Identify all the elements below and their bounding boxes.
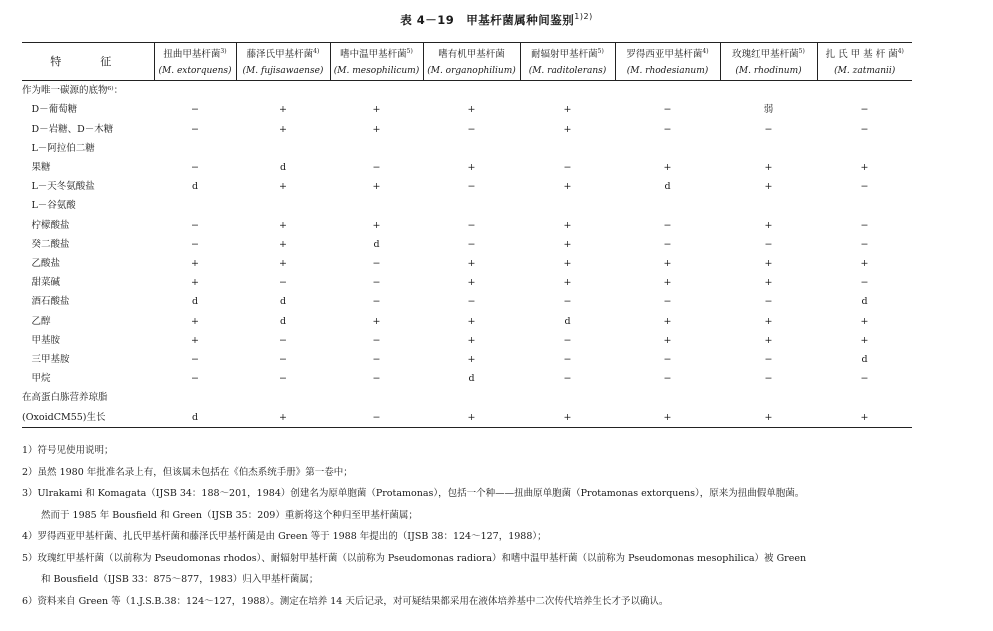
result-cell: d (191, 296, 199, 308)
table-row (22, 312, 912, 331)
result-cell: + (764, 161, 773, 173)
result-cell: + (191, 257, 199, 269)
table-row (22, 388, 912, 407)
feature-cell: 作为唯一碳源的底物⁶⁾： (22, 85, 124, 97)
result-cell: + (279, 219, 287, 231)
result-cell (817, 81, 912, 101)
result-cell: + (764, 334, 773, 346)
result-cell (423, 81, 520, 101)
result-cell (330, 81, 423, 101)
species-header-1: 扭曲甲基杆菌$^{3)}$ (M. extorquens) (154, 43, 236, 81)
result-cell: − (563, 354, 572, 365)
result-cell: − (764, 238, 773, 250)
result-cell: d (154, 408, 236, 428)
result-cell: − (860, 104, 869, 116)
result-cell: + (720, 408, 817, 428)
table-row (22, 369, 912, 388)
result-cell: + (860, 161, 869, 173)
footnote-6: 6）资料来自 Green 等（1.J.S.B.38：124～127，1988）。测定在培养 14 天后记录，对可疑结果都采用在液体培养基中二次传代培养生长才予以确认。 (22, 595, 669, 607)
table-row (22, 120, 912, 139)
result-cell (720, 388, 817, 407)
table-row (22, 177, 912, 196)
result-cell: − (279, 277, 287, 289)
table-row (22, 100, 912, 119)
feature-cell: L－天冬氨酸盐 (22, 181, 95, 193)
result-cell: − (860, 219, 869, 231)
result-cell: − (279, 334, 287, 346)
table-row (22, 408, 912, 428)
result-cell: + (563, 123, 572, 135)
feature-cell: 柠檬酸盐 (22, 219, 70, 231)
result-cell: d (468, 373, 475, 385)
result-cell: − (860, 123, 869, 135)
result-cell: + (563, 257, 572, 269)
feature-cell: 乙酸盐 (22, 257, 61, 269)
result-cell: − (663, 373, 672, 385)
result-cell: + (520, 408, 615, 428)
result-cell: + (279, 257, 287, 269)
result-cell: d (279, 315, 287, 327)
result-cell: + (764, 257, 773, 269)
result-cell: − (330, 408, 423, 428)
feature-cell: 果糖 (22, 161, 51, 173)
result-cell: + (467, 315, 476, 327)
footnote-1: 1）符号见使用说明； (22, 445, 114, 456)
result-cell: + (860, 334, 869, 346)
result-cell (520, 196, 615, 215)
result-cell: − (372, 161, 381, 173)
result-cell: − (372, 354, 381, 365)
result-cell: − (191, 219, 199, 231)
table-row (22, 254, 912, 273)
result-cell: + (615, 408, 720, 428)
result-cell: + (563, 181, 572, 193)
result-cell: − (372, 257, 381, 269)
result-cell: + (372, 123, 381, 135)
result-cell (423, 388, 520, 407)
result-cell: − (764, 354, 773, 365)
feature-cell: 乙醇 (22, 315, 51, 327)
feature-cell: (OxoidCM55)生长 (22, 408, 154, 428)
table-row (22, 158, 912, 177)
feature-header: 特 征 (22, 43, 154, 81)
result-cell (720, 81, 817, 101)
result-cell: + (279, 104, 287, 116)
result-cell: − (279, 373, 287, 385)
result-cell: + (372, 104, 381, 116)
result-cell: − (467, 296, 476, 308)
result-cell: + (467, 161, 476, 173)
table-row (22, 292, 912, 311)
footnote-2: 2）虽然 1980 年批准名录上有，但该属未包括在《伯杰系统手册》第一卷中； (22, 466, 353, 478)
footnote-3-continued: 然而于 1985 年 Bousfield 和 Green（IJSB 35：209）重新将这个种归至甲基杆菌属； (41, 509, 418, 521)
result-cell: − (279, 354, 287, 365)
result-cell: − (191, 161, 199, 173)
footnote-4: 4）罗得西亚甲基杆菌、扎氏甲基杆菌和藤泽氏甲基杆菌是由 Green 等于 1988 年提出的（IJSB 38：124～127，1988）； (22, 531, 547, 542)
result-cell: + (563, 219, 572, 231)
result-cell (817, 139, 912, 158)
result-cell: + (191, 315, 199, 327)
result-cell (615, 196, 720, 215)
table-body (22, 81, 912, 428)
result-cell: − (372, 296, 381, 308)
result-cell: − (467, 123, 476, 135)
result-cell: + (764, 277, 773, 289)
result-cell: − (764, 296, 773, 308)
result-cell (154, 196, 236, 215)
result-cell (615, 81, 720, 101)
species-header-3: 嗜中温甲基杆菌$^{5)}$ (M. mesophilicum) (330, 43, 423, 81)
result-cell: − (191, 123, 199, 135)
result-cell: − (663, 296, 672, 308)
table-caption (0, 12, 993, 28)
result-cell: − (860, 373, 869, 385)
result-cell: − (191, 373, 199, 385)
result-cell: + (372, 219, 381, 231)
feature-cell: 癸二酸盐 (22, 238, 70, 250)
feature-cell: D－葡萄糖 (22, 104, 78, 116)
result-cell: d (564, 315, 571, 327)
table-row (22, 273, 912, 292)
result-cell: + (563, 238, 572, 250)
result-cell (615, 388, 720, 407)
feature-cell: 在高蛋白胨营养琼脂 (22, 392, 108, 404)
table-title-refs: 1)2) (574, 12, 593, 22)
table-row (22, 196, 912, 215)
result-cell: + (663, 315, 672, 327)
result-cell: 弱 (763, 104, 774, 116)
result-cell: d (861, 296, 868, 308)
result-cell: + (423, 408, 520, 428)
result-cell: − (191, 354, 199, 365)
result-cell (520, 139, 615, 158)
table-row (22, 139, 912, 158)
result-cell: + (372, 181, 381, 193)
result-cell: + (467, 277, 476, 289)
result-cell: − (191, 104, 199, 116)
result-cell: − (764, 123, 773, 135)
result-cell (154, 81, 236, 101)
result-cell: − (563, 296, 572, 308)
feature-cell: 甲基胺 (22, 334, 61, 346)
result-cell (236, 388, 330, 407)
result-cell: + (860, 315, 869, 327)
result-cell: + (279, 123, 287, 135)
result-cell: + (563, 277, 572, 289)
result-cell: + (467, 257, 476, 269)
result-cell: − (563, 334, 572, 346)
result-cell: − (563, 161, 572, 173)
feature-cell: 甲烷 (22, 373, 51, 385)
species-header-4: 嗜有机甲基杆菌 (M. organophilium) (423, 43, 520, 81)
feature-cell: 三甲基胺 (22, 354, 70, 365)
result-cell (423, 139, 520, 158)
result-cell (520, 81, 615, 101)
result-cell: + (663, 161, 672, 173)
result-cell (236, 196, 330, 215)
result-cell: − (663, 238, 672, 250)
result-cell (817, 388, 912, 407)
result-cell: d (279, 161, 287, 173)
result-cell (330, 196, 423, 215)
footnotes (22, 440, 977, 612)
feature-cell: 酒石酸盐 (22, 296, 70, 308)
result-cell: + (467, 104, 476, 116)
result-cell (615, 139, 720, 158)
result-cell (154, 139, 236, 158)
species-header-8: 扎 氏 甲 基 杆 菌$^{4)}$ (M. zatmanii) (817, 43, 912, 81)
result-cell: − (860, 238, 869, 250)
result-cell: + (860, 257, 869, 269)
table-row (22, 235, 912, 254)
footnote-3: 3）Ulrakami 和 Komagata（IJSB 34：188～201，1984）创建名为原单胞菌（Protamonas），包括一个种——扭曲原单胞菌（Protamonas extorquens），原来为扭曲假单胞菌。 (22, 488, 805, 499)
result-cell (720, 196, 817, 215)
result-cell: + (191, 277, 199, 289)
table-title: 表 4－19 甲基杆菌属种间鉴别 (400, 13, 575, 27)
result-cell: − (663, 104, 672, 116)
result-cell: + (191, 334, 199, 346)
result-cell: − (663, 354, 672, 365)
result-cell (154, 388, 236, 407)
species-header-7: 玫瑰红甲基杆菌$^{5)}$ (M. rhodinum) (720, 43, 817, 81)
species-header-6: 罗得西亚甲基杆菌$^{4)}$ (M. rhodesianum) (615, 43, 720, 81)
result-cell: + (467, 354, 476, 365)
result-cell: − (663, 123, 672, 135)
result-cell: − (860, 181, 869, 193)
result-cell: + (467, 334, 476, 346)
feature-cell: L－谷氨酸 (22, 200, 76, 212)
species-header-2: 藤泽氏甲基杆菌$^{4)}$ (M. fujisawaense) (236, 43, 330, 81)
result-cell: d (861, 354, 868, 365)
identification-table (22, 42, 912, 428)
result-cell: + (817, 408, 912, 428)
feature-cell: 甜菜碱 (22, 277, 61, 289)
result-cell (236, 139, 330, 158)
result-cell: − (372, 277, 381, 289)
result-cell (330, 139, 423, 158)
result-cell: d (373, 238, 380, 250)
feature-cell: L－阿拉伯二糖 (22, 142, 95, 154)
result-cell (423, 196, 520, 215)
result-cell: − (663, 219, 672, 231)
result-cell: d (279, 296, 287, 308)
result-cell: − (563, 373, 572, 385)
result-cell: + (236, 408, 330, 428)
result-cell: d (664, 181, 671, 193)
result-cell: + (279, 238, 287, 250)
result-cell: − (372, 373, 381, 385)
table-row (22, 81, 912, 101)
result-cell: − (764, 373, 773, 385)
result-cell: + (764, 219, 773, 231)
table-row (22, 331, 912, 350)
result-cell: + (563, 104, 572, 116)
result-cell: − (860, 277, 869, 289)
result-cell (520, 388, 615, 407)
result-cell: d (191, 181, 199, 193)
result-cell: + (663, 257, 672, 269)
result-cell: − (372, 334, 381, 346)
result-cell: − (191, 238, 199, 250)
footnote-5: 5）玫瑰红甲基杆菌（以前称为 Pseudomonas rhodos）、耐辐射甲基杆菌（以前称为 Pseudomonas radiora）和嗜中温甲基杆菌（以前称为 Pseudomonas mesophilica）被 Green (22, 552, 807, 564)
result-cell: + (663, 277, 672, 289)
result-cell: + (663, 334, 672, 346)
result-cell (236, 81, 330, 101)
table-header-row (22, 43, 912, 81)
result-cell: − (467, 181, 476, 193)
result-cell: − (467, 219, 476, 231)
result-cell (817, 196, 912, 215)
result-cell (720, 139, 817, 158)
result-cell: − (467, 238, 476, 250)
result-cell: + (279, 181, 287, 193)
table-row (22, 350, 912, 369)
result-cell: + (764, 315, 773, 327)
result-cell: + (372, 315, 381, 327)
result-cell (330, 388, 423, 407)
species-header-5: 耐辐射甲基杆菌$^{5)}$ (M. raditolerans) (520, 43, 615, 81)
result-cell: + (764, 181, 773, 193)
table-row (22, 216, 912, 235)
feature-cell: D－岩糖、D－木糖 (22, 123, 114, 135)
footnote-5-continued: 和 Bousfield（IJSB 33：875～877，1983）归入甲基杆菌属； (41, 574, 319, 585)
